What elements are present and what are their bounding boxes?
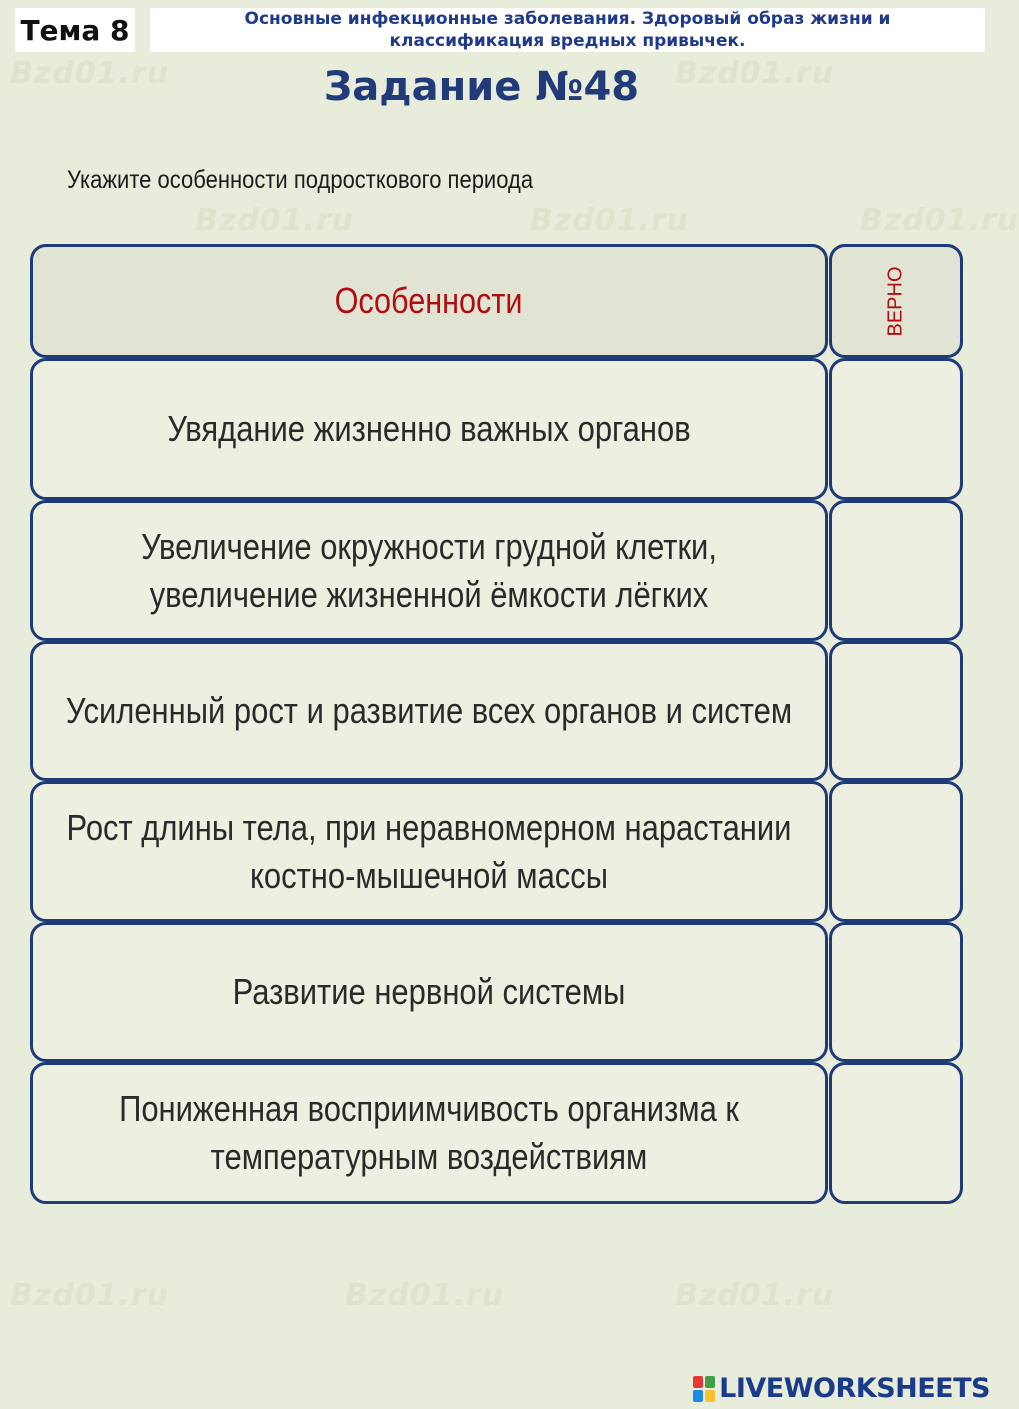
logo-square: [705, 1390, 715, 1402]
watermark: Bzd01.ru: [345, 1278, 505, 1313]
watermark: Bzd01.ru: [530, 203, 690, 238]
row-text: Развитие нервной системы: [232, 971, 626, 1012]
task-title: Задание №48: [323, 64, 640, 110]
check-column-label: ВЕРНО: [884, 265, 907, 337]
watermark: Bzd01.ru: [10, 1278, 170, 1313]
answer-checkbox[interactable]: [829, 922, 963, 1062]
table-header: [30, 244, 828, 358]
watermark: Bzd01.ru: [675, 1278, 835, 1313]
row-text: Увядание жизненно важных органов: [167, 408, 691, 449]
watermark: Bzd01.ru: [10, 56, 170, 91]
logo-square: [693, 1390, 703, 1402]
answer-checkbox[interactable]: [829, 641, 963, 781]
row-text: Рост длины тела, при неравномерном нарастании костно-мышечной массы: [66, 806, 792, 896]
liveworksheets-logo-icon: [693, 1376, 715, 1402]
table-row: [30, 500, 828, 641]
check-column-header: [829, 244, 963, 358]
liveworksheets-logo[interactable]: [693, 1373, 990, 1404]
logo-square: [693, 1376, 703, 1388]
table-row: [30, 1062, 828, 1204]
subtitle-line-1: Основные инфекционные заболевания. Здоровый образ жизни и: [244, 9, 891, 29]
watermark: Bzd01.ru: [195, 203, 355, 238]
topic-label: Тема 8: [15, 8, 135, 52]
instruction-text: Укажите особенности подросткового периода: [67, 166, 534, 194]
logo-square: [705, 1376, 715, 1388]
subtitle-line-2: классификация вредных привычек.: [389, 31, 746, 51]
table-row: [30, 781, 828, 922]
answer-checkbox[interactable]: [829, 500, 963, 641]
watermark: Bzd01.ru: [675, 56, 835, 91]
watermark: Bzd01.ru: [860, 203, 1019, 238]
row-text: Увеличение окружности грудной клетки, увеличение жизненной ёмкости лёгких: [141, 525, 717, 615]
table-row: [30, 358, 828, 500]
table-row: [30, 922, 828, 1062]
table-header-label: Особенности: [335, 280, 523, 321]
logo-text: LIVEWORKSHEETS: [719, 1373, 990, 1404]
row-text: Усиленный рост и развитие всех органов и систем: [65, 690, 793, 731]
answer-checkbox[interactable]: [829, 358, 963, 500]
row-text: Пониженная восприимчивость организма к температурным воздействиям: [119, 1088, 739, 1177]
table-row: [30, 641, 828, 781]
topic-subtitle: [150, 8, 985, 52]
answer-checkbox[interactable]: [829, 781, 963, 922]
answer-checkbox[interactable]: [829, 1062, 963, 1204]
